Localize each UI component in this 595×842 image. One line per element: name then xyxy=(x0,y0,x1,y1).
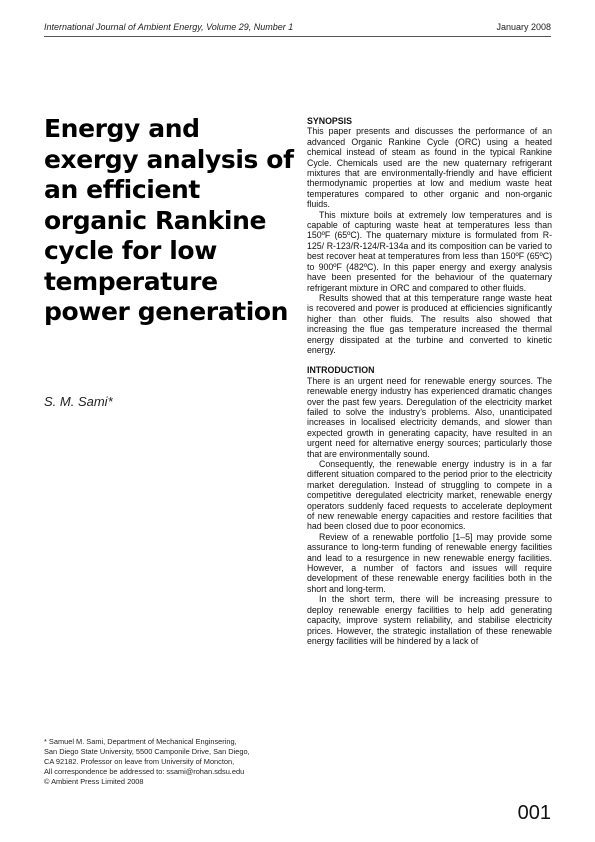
footnote-line: CA 92182. Professor on leave from University of Moncton, xyxy=(44,757,235,767)
article-title: Energy and exergy analysis of an efficient organic Rankine cycle for low temperature power generation xyxy=(44,114,294,326)
footnote-line: San Diego State University, 5500 Camponile Drive, San Diego, xyxy=(44,747,250,757)
synopsis-paragraph: This mixture boils at extremely low temperatures and is capable of capturing waste heat at temperatures less than 150ºF (65ºC). The quaternary mixture is formulated from R-125/ R-123/R-124/R-134a and its composition can be varied to best recover heat at temperatures from less than 150ºF (65ºC) to 900ºF (482ºC). In this paper energy and exergy analysis have been presented for the behaviour of the quaternary refrigerant mixture in ORC and compared to other fluids. xyxy=(307,209,552,293)
header-rule xyxy=(44,36,551,37)
introduction-paragraph: Consequently, the renewable energy industry is in a far different situation compared to the period prior to the electricity market deregulation. Instead of struggling to compete in a competitive deregulated electricity market, renewable energy operators suddenly faced requests to accelerate deployment of new renewable energy capacities and restore facilities that had been closed due to poor economics. xyxy=(307,459,552,532)
copyright-line: © Ambient Press Limited 2008 xyxy=(44,777,144,787)
footnote-line: * Samuel M. Sami, Department of Mechanical Enginsering, xyxy=(44,737,237,746)
introduction-paragraph: In the short term, there will be increasing pressure to deploy renewable energy facilities to help add generating capacity, improve system reliability, and stabilise electricity prices. However, the strategic installation of these renewable energy facilities will be hindered by a lack of xyxy=(307,594,552,646)
text-column xyxy=(307,116,552,646)
article-author: S. M. Sami* xyxy=(44,394,113,409)
introduction-paragraph: Review of a renewable portfolio [1–5] may provide some assurance to long-term funding of renewable energy facilities and lead to a resurgence in new renewable energy facilities. However, a number of factors and issues will require development of these renewable energy facilities both in the short and long-term. xyxy=(307,531,552,594)
synopsis-heading: SYNOPSIS xyxy=(307,116,352,126)
footnote-line: All correspondence be addressed to: ssami@rohan.sdsu.edu xyxy=(44,767,245,777)
synopsis-paragraph: This paper presents and discusses the performance of an advanced Organic Rankine Cycle (ORC) using a heated chemical instead of steam as found in the typical Rankine Cycle. Chemicals used are the new quaternary refrigerant mixtures that are environmentally-friendly and have efficient thermodynamic properties at low and medium waste heat temperatures compared to other organic and non-organic fluids. xyxy=(307,126,552,210)
author-footnote xyxy=(44,737,294,787)
journal-name: International Journal of Ambient Energy, Volume 29, Number 1 xyxy=(44,22,294,32)
synopsis-paragraph: Results showed that at this temperature range waste heat is recovered and power is produced at efficiencies significantly higher than other fluids. The results also showed that increasing the flue gas temperature increased the thermal energy dissipated at the turbine and converted to kinetic energy. xyxy=(307,292,552,355)
introduction-heading: INTRODUCTION xyxy=(307,365,375,376)
introduction-paragraph: There is an urgent need for renewable energy sources. The renewable energy industry has experienced dramatic changes over the past few years. Deregulation of the electricity market failed to solve the industry’s problems. Also, unanticipated increases in localised electricity demands, and slower than expected growth in generating capacity, have resulted in an urgent need for alternative energy sources; particularly those that are environmentally sound. xyxy=(307,375,552,459)
page-number: 001 xyxy=(517,802,551,824)
issue-date: January 2008 xyxy=(496,22,551,32)
